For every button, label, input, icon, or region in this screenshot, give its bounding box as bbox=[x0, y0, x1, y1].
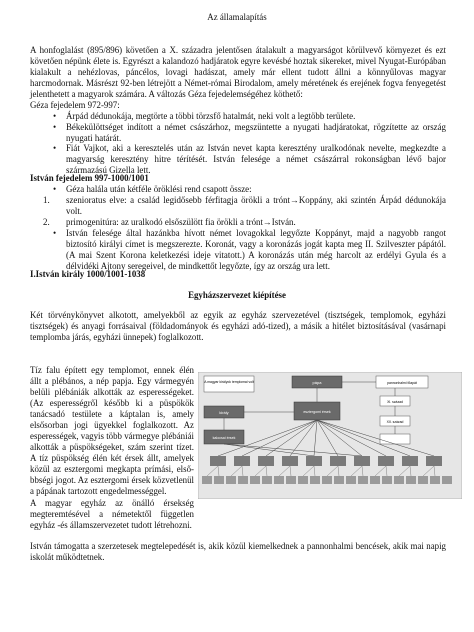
diagram-right-box-1: pannonhalmi főapát bbox=[387, 381, 417, 385]
bullet-icon: • bbox=[53, 228, 57, 238]
page-title: Az államalapítás bbox=[207, 12, 267, 22]
geza-heading: Géza fejedelem 972-997: bbox=[30, 100, 120, 110]
istvan-intro: Géza halála után kétféle öröklési rend csapott össze: bbox=[66, 184, 252, 194]
intro-paragraph: A honfoglalást (895/896) követően a X. századra jelentősen átalakult a magyarságot körülvevő környezet és ezt követően népünk élete is. Egyrészt a kalandozó hadjáratok egyre kevésbé hoztak sikereket, mivel Nyugat-Európában kialakult a nehézlovas, páncélos, lovagi hadászat, amely már ellent tudott állni a könnyűlovas magyar harcmodornak. Másrészt 92-ben létrejött a Német-római Birodalom, amely méretének és erejének fogva fenyegetést jelenthetett a magyarok számára. A változás Géza fejedelemségéhez köthető: bbox=[30, 45, 446, 99]
diagram-pope-box: pápa bbox=[312, 380, 322, 385]
diagram-archbishop-box: esztergomi érsek bbox=[303, 410, 331, 414]
church-paragraph-1: Két törvénykönyvet alkotott, amelyekből az egyik az egyház szervezetével (tisztségek, templomok, egyházi tisztségek) és anyagi forrásaival (földadományok és egyházi adó-tized), a másik a hitélet biztosításával (vasárnapi templomba járás, egyházi ünnepek) foglalkozott. bbox=[30, 310, 446, 342]
istvan-item-2: primogenitúra: az uralkodó elsőszülött fia örökli a trónt→István. bbox=[66, 217, 296, 227]
bullet-icon: • bbox=[53, 143, 57, 153]
kiraly-heading: I.István király 1000/1001-1038 bbox=[30, 269, 146, 279]
geza-bullet-1: Árpád dédunokája, megtörte a többi törzsfő hatalmát, neki volt a legtöbb területe. bbox=[66, 111, 356, 121]
istvan-item-3: István felesége által hazánkba hívott német lovagokkal legyőzte Koppányt, majd a nagyobb rangot biztosító királyi címet is megszerezte. Koronát, vagy a koronázás jogát kapta meg II. Szilveszter pápától. (A mai Szent Korona keletkezési ideje vitatott.) A koronázás után még harcolt az erdélyi Gyula és a délvidéki Ajtony seregeivel, de mindkettőt legyőzte, így az ország ura lett. bbox=[66, 228, 446, 271]
list-number-2: 2. bbox=[43, 217, 50, 227]
istvan-item-1: szenioratus elve: a család legidősebb férfitagja örökli a trónt→Koppány, aki szintén Árpád dédunokája volt. bbox=[66, 195, 446, 216]
diagram-king-box: király bbox=[219, 410, 229, 415]
bullet-icon: • bbox=[53, 122, 57, 132]
diagram-kalocsa-box: kalocsai érsek bbox=[212, 436, 236, 440]
church-heading: Egyházszervezet kiépítése bbox=[188, 290, 286, 300]
church-paragraph-3: A magyar egyház az önálló érsekség megteremtésével a németektől független egyház -és államszervezetet tudott létrehozni. bbox=[30, 498, 194, 530]
bullet-icon: • bbox=[53, 111, 57, 121]
diagram-parish-row bbox=[202, 476, 452, 484]
bullet-icon: • bbox=[53, 184, 57, 194]
istvan-heading: István fejedelem 997-1000/1001 bbox=[30, 173, 149, 183]
geza-bullet-2: Békekülöttséget indított a német császárhoz, megszüntette a nyugati hadjáratokat, rögzítette az ország nyugati határát. bbox=[66, 122, 446, 143]
diagram-right-box-3: XII. század bbox=[386, 420, 404, 424]
diagram-top-left-label: A magyar királyok templomai volt bbox=[204, 380, 254, 384]
diagram-right-box-2: XI. század bbox=[387, 400, 403, 404]
geza-bullet-3: Fiát Vajkot, aki a keresztelés után az István nevet kapta keresztény uralkodónak nevelte, megkezdte a magyarság keresztény hitre térítését. István felesége a német császárral rokonságban lévő bajor származású Gizella lett. bbox=[66, 143, 446, 175]
list-number-1: 1. bbox=[43, 195, 50, 205]
church-paragraph-4: István támogatta a szerzetesek megtelepedését is, akik közül kiemelkednek a pannonhalmi bencések, akik mai napig iskolát működtetnek. bbox=[30, 541, 446, 562]
church-organization-diagram bbox=[198, 372, 462, 499]
church-paragraph-2: Tíz falu épített egy templomot, ennek élén állt a plébános, a nép papja. Egy vármegyén belüli plébániák alkották az esperességeket. (Az esperességről később ki a püspökök tanácsadó testülete a káptalan is, amely elsősorban jogi ügyekkel foglalkozott. Az esperességek, vagyis több vármegye plébániái alkották a püspökségeket, szám szerint tízet. A tíz püspökség élén két érsek állt, amelyek közül az esztergomi megkapta prímási, első- bbségi jogot. Az esztergomi érsek közvetlenül a pápának tartozott engedelmességgel. bbox=[30, 365, 194, 496]
